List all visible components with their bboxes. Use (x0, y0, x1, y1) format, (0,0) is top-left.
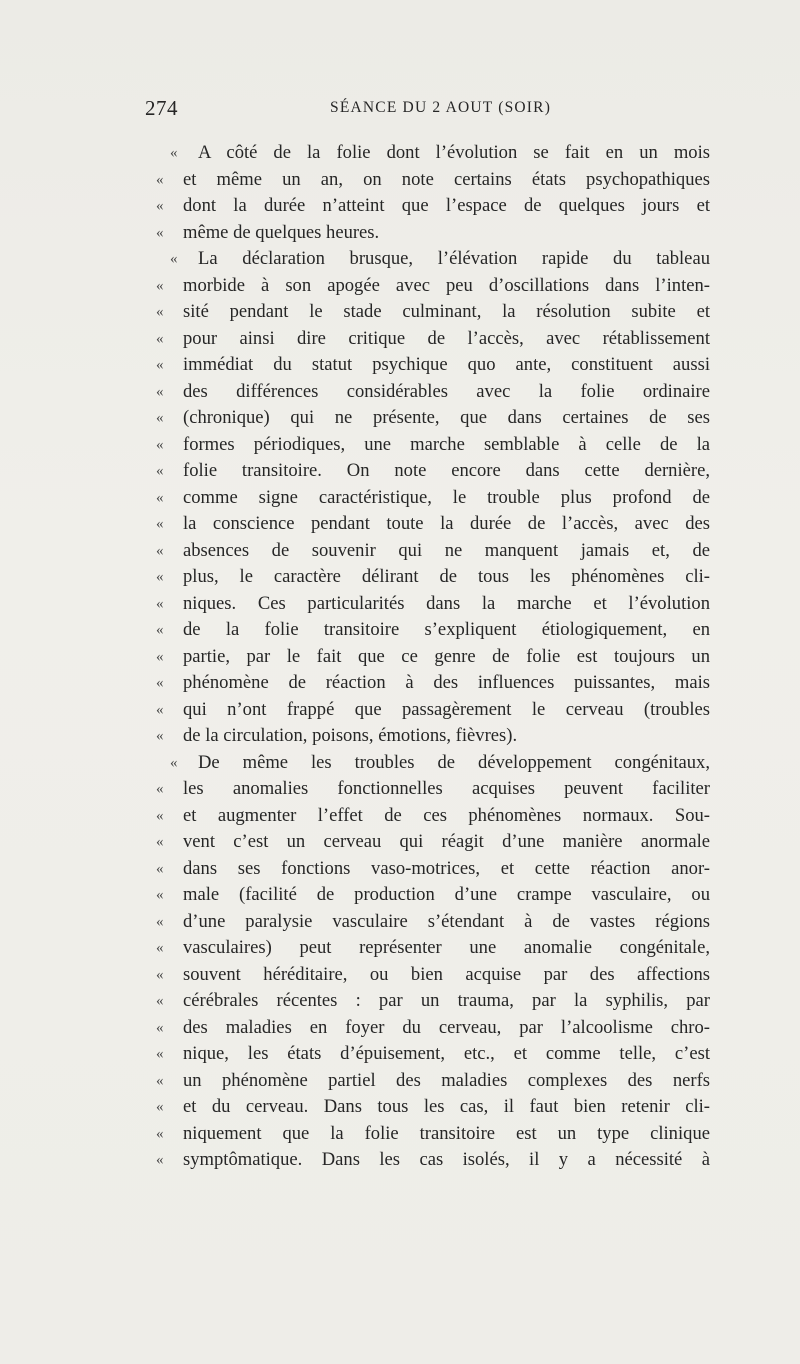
text-line (0, 432, 800, 459)
text-line (0, 723, 800, 750)
text-line (0, 405, 800, 432)
line-text: nique, les états d’épuisement, etc., et comme telle, c’est (183, 1043, 710, 1064)
text-line (0, 670, 800, 697)
quote-mark: « (156, 516, 164, 532)
line-text: souvent héréditaire, ou bien acquise par des affections (183, 963, 710, 985)
page-number: 274 (145, 96, 178, 120)
quote-mark: « (156, 1072, 164, 1089)
quote-mark: « (156, 436, 164, 453)
page-header (145, 96, 710, 126)
quote-mark: « (170, 145, 178, 161)
line-text: et augmenter l’effet de ces phénomènes normaux. Sou- (183, 804, 710, 826)
line-text: De même les troubles de développement congénitaux, (198, 751, 710, 773)
quote-mark: « (156, 701, 164, 718)
line-text: niquement que la folie transitoire est un type clinique (183, 1122, 710, 1144)
line-text: symptômatique. Dans les cas isolés, il y a nécessité à (183, 1149, 710, 1170)
line-text: cérébrales récentes : par un trauma, par la syphilis, par (183, 990, 710, 1011)
text-line (0, 511, 800, 538)
quote-mark: « (156, 171, 164, 188)
text-line (0, 379, 800, 406)
line-text: la conscience pendant toute la durée de l’accès, avec des (183, 513, 710, 534)
text-line (0, 856, 800, 883)
text-line (0, 909, 800, 936)
line-text: pour ainsi dire critique de l’accès, avec rétablissement (183, 327, 710, 349)
line-text: dans ses fonctions vaso-motrices, et cette réaction anor- (183, 857, 710, 879)
text-line (0, 962, 800, 989)
text-line (0, 644, 800, 671)
line-text: des différences considérables avec la folie ordinaire (183, 380, 710, 402)
line-text: de la circulation, poisons, émotions, fièvres). (183, 725, 518, 746)
text-line (0, 988, 800, 1015)
line-text: d’une paralysie vasculaire s’étendant à de vastes régions (183, 910, 710, 932)
quote-mark: « (156, 913, 164, 930)
quote-mark: « (156, 410, 164, 426)
text-line (0, 591, 800, 618)
line-text: comme signe caractéristique, le trouble plus profond de (183, 486, 710, 508)
text-line (0, 246, 800, 273)
text-line (0, 1068, 800, 1095)
line-text: male (facilité de production d’une crampe vasculaire, ou (183, 884, 710, 905)
text-line (0, 829, 800, 856)
quote-mark: « (156, 728, 164, 744)
quote-mark: « (156, 1152, 164, 1168)
quote-mark: « (156, 463, 164, 479)
quote-mark: « (156, 940, 164, 956)
quote-mark: « (156, 304, 164, 320)
line-text: des maladies en foyer du cerveau, par l’alcoolisme chro- (183, 1016, 710, 1038)
line-text: vent c’est un cerveau qui réagit d’une manière anormale (183, 831, 710, 852)
text-line (0, 564, 800, 591)
quote-mark: « (156, 622, 164, 638)
line-text: plus, le caractère délirant de tous les phénomènes cli- (183, 566, 710, 587)
line-text: qui n’ont frappé que passagèrement le cerveau (troubles (183, 698, 710, 720)
line-text: les anomalies fonctionnelles acquises peuvent faciliter (183, 778, 710, 799)
running-head: SÉANCE DU 2 AOUT (SOIR) (330, 99, 552, 116)
quote-mark: « (156, 542, 164, 559)
line-text: (chronique) qui ne présente, que dans certaines de ses (183, 407, 710, 428)
text-line (0, 140, 800, 167)
line-text: La déclaration brusque, l’élévation rapide du tableau (198, 248, 710, 269)
line-text: sité pendant le stade culminant, la résolution subite et (183, 301, 710, 322)
line-text: A côté de la folie dont l’évolution se fait en un mois (198, 142, 710, 163)
line-text: morbide à son apogée avec peu d’oscillations dans l’inten- (183, 274, 710, 296)
text-line (0, 326, 800, 353)
text-line (0, 167, 800, 194)
text-line (0, 803, 800, 830)
line-text: niques. Ces particularités dans la marche et l’évolution (183, 592, 710, 614)
quote-mark: « (156, 834, 164, 850)
quote-mark: « (156, 860, 164, 877)
line-text: immédiat du statut psychique quo ante, constituent aussi (183, 354, 710, 375)
quote-mark: « (156, 1125, 164, 1142)
quote-mark: « (156, 569, 164, 585)
text-line (0, 882, 800, 909)
quote-mark: « (156, 993, 164, 1009)
text-line (0, 1147, 800, 1174)
line-text: même de quelques heures. (183, 221, 380, 243)
quote-mark: « (156, 383, 164, 400)
text-line (0, 220, 800, 247)
text-line (0, 1015, 800, 1042)
quote-mark: « (156, 675, 164, 691)
quote-mark: « (156, 781, 164, 797)
text-line (0, 697, 800, 724)
quote-mark: « (156, 330, 164, 347)
line-text: folie transitoire. On note encore dans cette dernière, (183, 460, 710, 481)
quote-mark: « (156, 807, 164, 824)
text-line (0, 299, 800, 326)
quote-mark: « (156, 966, 164, 983)
text-line (0, 776, 800, 803)
quote-mark: « (156, 1019, 164, 1036)
text-line (0, 1041, 800, 1068)
text-line (0, 352, 800, 379)
line-text: absences de souvenir qui ne manquent jamais et, de (183, 539, 710, 561)
text-line (0, 935, 800, 962)
text-line (0, 193, 800, 220)
line-text: dont la durée n’atteint que l’espace de quelques jours et (183, 195, 710, 216)
line-text: vasculaires) peut représenter une anomalie congénitale, (183, 937, 710, 958)
text-line (0, 485, 800, 512)
text-line (0, 1121, 800, 1148)
quote-mark: « (156, 277, 164, 294)
quote-mark: « (156, 595, 164, 612)
line-text: formes périodiques, une marche semblable à celle de la (183, 433, 710, 455)
quote-mark: « (156, 489, 164, 506)
quote-mark: « (156, 357, 164, 373)
text-line (0, 750, 800, 777)
quote-mark: « (170, 251, 178, 267)
line-text: partie, par le fait que ce genre de folie est toujours un (183, 645, 710, 667)
quote-mark: « (156, 1099, 164, 1115)
line-text: de la folie transitoire s’expliquent étiologiquement, en (183, 619, 710, 640)
text-line (0, 458, 800, 485)
quote-mark: « (156, 1046, 164, 1062)
quote-mark: « (170, 754, 178, 771)
text-line (0, 1094, 800, 1121)
line-text: phénomène de réaction à des influences puissantes, mais (183, 672, 710, 693)
line-text: et du cerveau. Dans tous les cas, il faut bien retenir cli- (183, 1096, 710, 1117)
quote-mark: « (156, 648, 164, 665)
text-line (0, 617, 800, 644)
text-line (0, 273, 800, 300)
quote-mark: « (156, 198, 164, 214)
quote-mark: « (156, 224, 164, 241)
text-line (0, 538, 800, 565)
quote-mark: « (156, 887, 164, 903)
line-text: un phénomène partiel des maladies complexes des nerfs (183, 1069, 710, 1091)
line-text: et même un an, on note certains états psychopathiques (183, 168, 710, 190)
